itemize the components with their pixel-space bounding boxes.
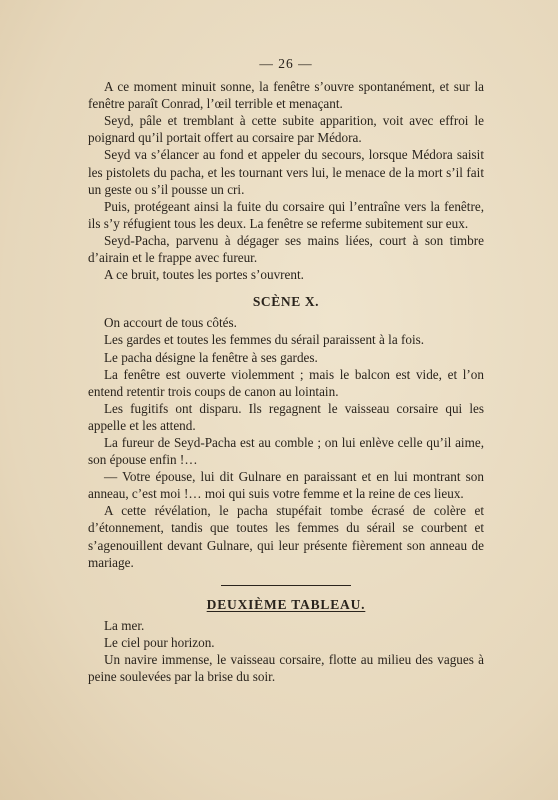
paragraph: Seyd-Pacha, parvenu à dégager ses mains liées, court à son timbre d’airain et le frappe avec fureur. (88, 232, 484, 266)
paragraph: Seyd, pâle et tremblant à cette subite apparition, voit avec effroi le poignard qu’il portait offert au corsaire par Médora. (88, 113, 484, 146)
paragraph: Un navire immense, le vaisseau corsaire, flotte au milieu des vagues à peine soulevées par la brise du soir. (88, 652, 484, 685)
page-content (88, 55, 484, 685)
section-divider (221, 585, 351, 586)
text-block-b (88, 314, 484, 570)
paragraph: Le pacha désigne la fenêtre à ses gardes. (104, 349, 318, 365)
paragraph: La fenêtre est ouverte violemment ; mais le balcon est vide, et l’on entend retentir trois coups de canon au lointain. (88, 366, 484, 399)
paragraph: A ce bruit, toutes les portes s’ouvrent. (104, 267, 304, 283)
paragraph: Seyd va s’élancer au fond et appeler du secours, lorsque Médora saisit les pistolets du pacha, et les tournant vers lui, le menace de la mort s’il fait un geste ou s’il pousse un cri. (88, 147, 484, 197)
paragraph: On accourt de tous côtés. (104, 315, 237, 331)
paragraph: Puis, protégeant ainsi la fuite du corsaire qui l’entraîne vers la fenêtre, ils s’y réfugient tous les deux. La fenêtre se referme subitement sur eux. (88, 198, 484, 231)
paragraph: A cette révélation, le pacha stupéfait tombe écrasé de colère et d’étonnement, tandis que toutes les femmes du sérail se courbent et s’agenouillent devant Gulnare, qui leur présente fièrement son anneau de mariage. (88, 503, 484, 570)
text-block-c (88, 617, 484, 685)
paragraph: Le ciel pour horizon. (104, 634, 215, 650)
text-block-a (88, 78, 484, 283)
paragraph: La fureur de Seyd-Pacha est au comble ; on lui enlève celle qu’il aime, son épouse enfin !… (88, 434, 484, 468)
paragraph: Les gardes et toutes les femmes du sérail paraissent à la fois. (104, 332, 425, 348)
paragraph: Les fugitifs ont disparu. Ils regagnent le vaisseau corsaire qui les appelle et les attend. (88, 400, 484, 433)
paragraph: La mer. (104, 617, 145, 633)
paragraph: — Votre épouse, lui dit Gulnare en paraissant et en lui montrant son anneau, c’est moi !… moi qui suis votre femme et la reine de ces lieux. (88, 469, 484, 502)
page-number: — 26 — (259, 56, 313, 71)
tableau-heading: DEUXIÈME TABLEAU. (206, 596, 366, 612)
scene-heading: SCÈNE X. (252, 294, 320, 310)
paragraph: A ce moment minuit sonne, la fenêtre s’ouvre spontanément, et sur la fenêtre paraît Conrad, l’œil terrible et menaçant. (88, 79, 484, 112)
